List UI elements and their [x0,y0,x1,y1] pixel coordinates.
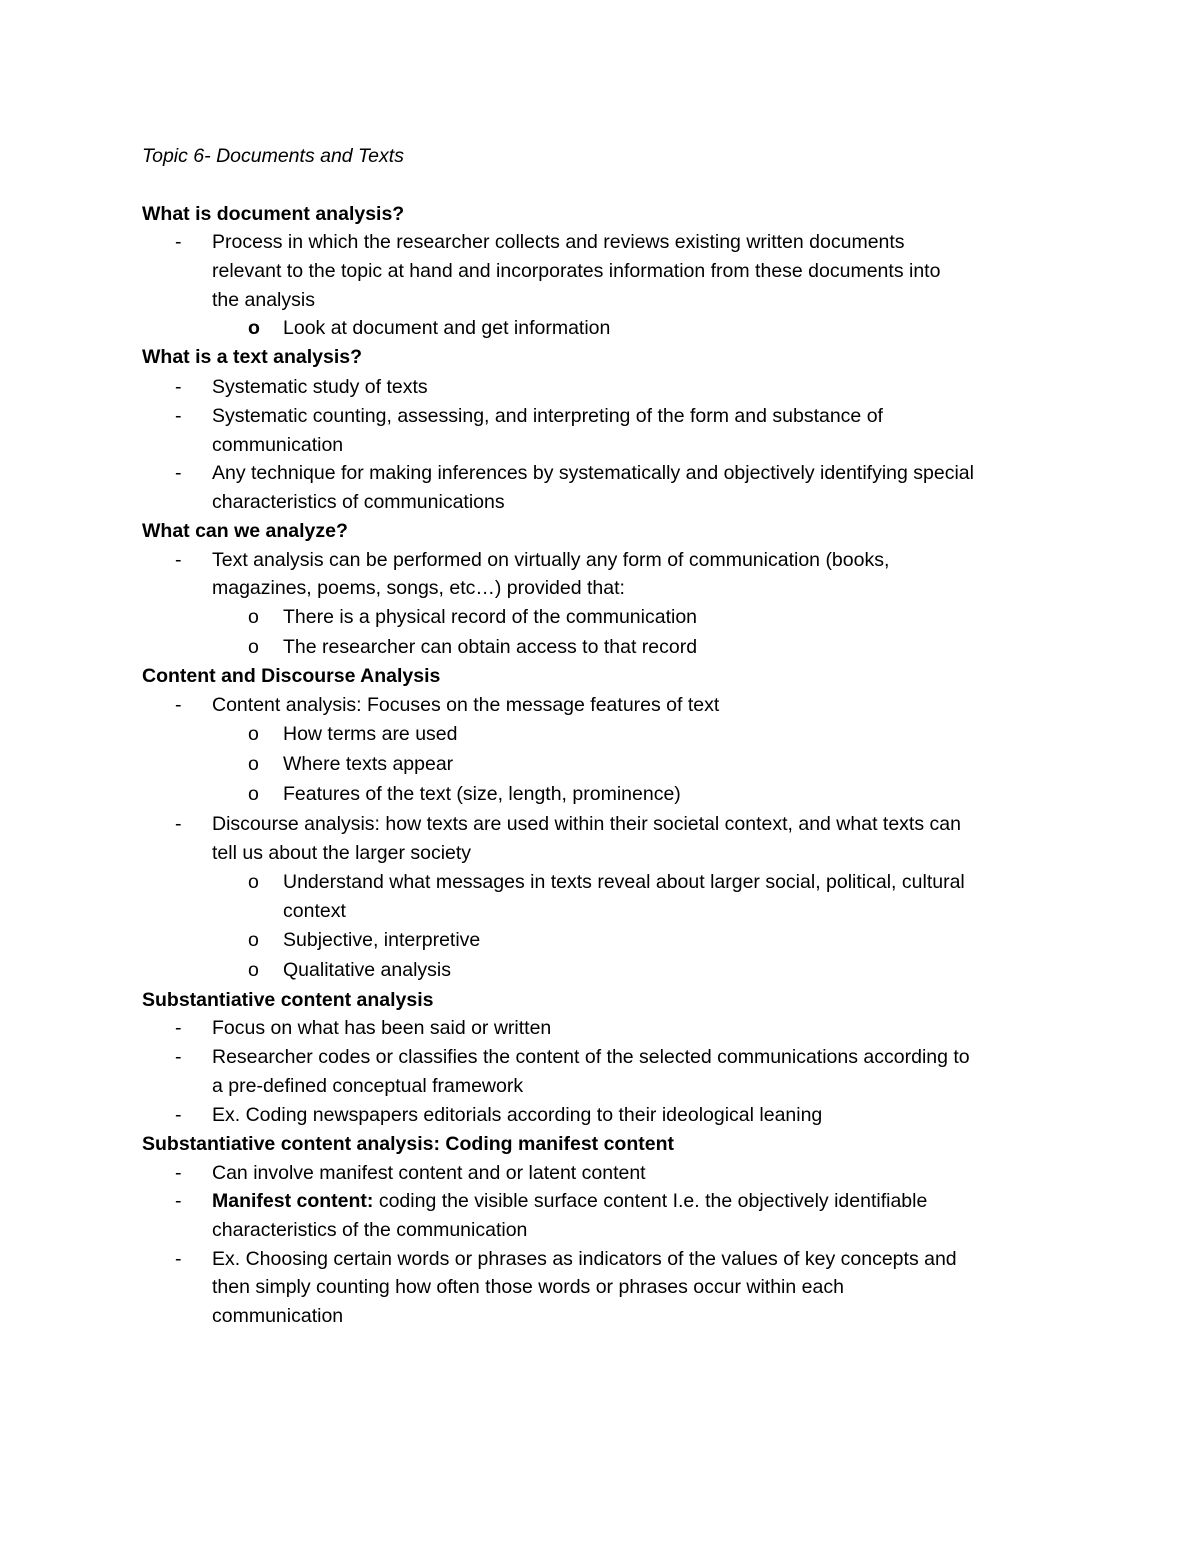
bullet-text-manifest [212,1189,927,1213]
circle-bullet: o [248,783,259,805]
dash-bullet: - [175,813,182,835]
section-heading-coding-manifest: Substantiative content analysis: Coding manifest content [142,1133,674,1155]
circle-bullet: o [248,606,259,628]
dash-bullet: - [175,1104,182,1126]
sub-bullet-text: Where texts appear [283,753,454,775]
circle-bullet: o [248,723,259,745]
bullet-text: Systematic counting, assessing, and interpreting of the form and substance of [212,405,883,427]
sub-bullet-text: Subjective, interpretive [283,929,481,951]
dash-bullet: - [175,1017,182,1039]
section-heading-text-analysis: What is a text analysis? [142,346,362,368]
dash-bullet: - [175,1248,182,1270]
manifest-content-term: Manifest content: [212,1190,374,1212]
dash-bullet: - [175,231,182,253]
document-title: Topic 6- Documents and Texts [142,145,404,167]
dash-bullet: - [175,1190,182,1212]
dash-bullet: - [175,694,182,716]
circle-bullet: o [248,871,259,893]
bullet-text-continued: tell us about the larger society [212,842,472,864]
circle-bullet: o [248,959,259,981]
sub-bullet-text: How terms are used [283,723,458,745]
section-heading-what-can-we-analyze: What can we analyze? [142,520,348,542]
sub-bullet-text: Qualitative analysis [283,959,451,981]
bullet-text: Researcher codes or classifies the content of the selected communications according to [212,1046,970,1068]
sub-bullet-text: Understand what messages in texts reveal about larger social, political, cultural [283,871,965,893]
dash-bullet: - [175,1046,182,1068]
bullet-text-continued: then simply counting how often those words or phrases occur within each [212,1276,844,1298]
dash-bullet: - [175,405,182,427]
sub-bullet-text: There is a physical record of the communication [283,606,698,628]
manifest-content-definition: coding the visible surface content I.e. the objectively identifiable [373,1190,928,1212]
bullet-text-continued: the analysis [212,289,315,311]
bullet-text: Any technique for making inferences by systematically and objectively identifying special [212,462,974,484]
dash-bullet: - [175,462,182,484]
sub-bullet-text: Features of the text (size, length, prominence) [283,783,681,805]
bullet-text: Systematic study of texts [212,376,428,398]
sub-bullet-text: Look at document and get information [283,317,611,339]
circle-bullet: o [248,753,259,775]
dash-bullet: - [175,1162,182,1184]
bullet-text-continued: magazines, poems, songs, etc…) provided that: [212,577,625,599]
bullet-text: Focus on what has been said or written [212,1017,552,1039]
circle-bullet: o [248,636,259,658]
bullet-text: Discourse analysis: how texts are used within their societal context, and what texts can [212,813,961,835]
bullet-text-continued: communication [212,434,344,456]
bullet-text: Can involve manifest content and or latent content [212,1162,646,1184]
dash-bullet: - [175,549,182,571]
dash-bullet: - [175,376,182,398]
circle-bullet: o [248,929,259,951]
bullet-text: Process in which the researcher collects and reviews existing written documents [212,231,905,253]
section-heading-substantiative: Substantiative content analysis [142,989,434,1011]
section-heading-content-discourse: Content and Discourse Analysis [142,665,441,687]
bullet-text: Content analysis: Focuses on the message features of text [212,694,720,716]
bullet-text-continued: communication [212,1305,344,1327]
bullet-text: Ex. Coding newspapers editorials according to their ideological leaning [212,1104,823,1126]
bold-o-bullet: o [248,317,260,339]
bullet-text-continued: a pre-defined conceptual framework [212,1075,524,1097]
bullet-text: Ex. Choosing certain words or phrases as indicators of the values of key concepts and [212,1248,957,1270]
section-heading-document-analysis: What is document analysis? [142,203,405,225]
bullet-text-continued: characteristics of the communication [212,1219,528,1241]
bullet-text: Text analysis can be performed on virtually any form of communication (books, [212,549,890,571]
sub-bullet-text-continued: context [283,900,346,922]
sub-bullet-text: The researcher can obtain access to that record [283,636,698,658]
bullet-text-continued: relevant to the topic at hand and incorporates information from these documents into [212,260,941,282]
bullet-text-continued: characteristics of communications [212,491,505,513]
